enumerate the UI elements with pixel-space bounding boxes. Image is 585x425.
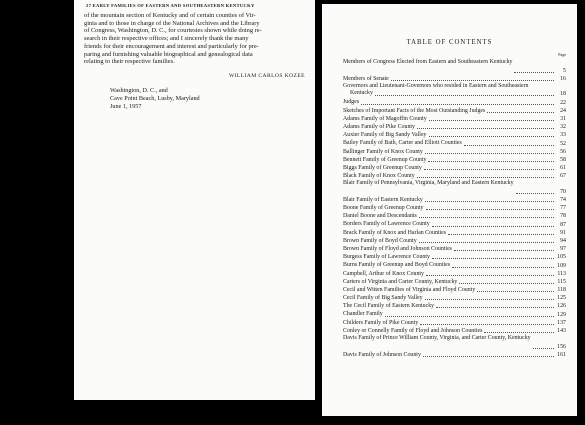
toc-entry	[343, 237, 566, 245]
toc-entry-page: 115	[557, 278, 566, 285]
toc-entry-title: Blair Family of Eastern Kentucky	[343, 196, 423, 203]
toc-leader-dots	[514, 72, 554, 73]
toc-entry	[343, 319, 566, 327]
toc-entry	[343, 245, 566, 253]
toc-entry-page: 129	[557, 311, 566, 318]
toc-entry-title: Adams Family of Pike County	[343, 123, 415, 130]
toc-entry	[343, 107, 566, 115]
toc-entry-page: 16	[560, 75, 566, 82]
toc-entry-title: Davis Family of Johnson County	[343, 351, 421, 358]
toc-entry-title: Black Family of Knox County	[343, 173, 415, 180]
toc-entry	[343, 59, 566, 75]
toc-entry	[343, 83, 566, 99]
paragraph-line: relating to their respective families.	[84, 58, 175, 66]
toc-entry	[343, 148, 566, 156]
toc-entry-page: 18	[560, 91, 566, 98]
toc-entry-title: Borders Family of Lawrence County	[343, 221, 430, 228]
toc-entry	[343, 156, 566, 164]
toc-entry-title: Daniel Boone and Descendants	[343, 213, 417, 220]
preface-date: June 1, 1957	[110, 103, 142, 110]
toc-entry-title: Bailey Family of Bath, Carter and Elliott Counties	[343, 140, 462, 147]
toc-entry-title: Conley or Connelly Family of Floyd and Johnson Counties	[343, 327, 483, 334]
toc-entry-title: Brown Family of Boyd County	[343, 237, 417, 244]
toc-entry-title: Members of Congress Elected from Eastern and Southeastern Kentucky	[343, 59, 513, 65]
toc-entry	[343, 229, 566, 237]
toc-entry-page: 118	[557, 287, 566, 294]
toc-entry-title: Burns Family of Greenup and Boyd Counties	[343, 262, 451, 269]
toc-entry-title: Governors and Lieutenant-Governors who resided in Eastern and Southeastern Kentucky	[343, 82, 529, 97]
paragraph-line: of the mountain section of Kentucky and of certain counties of Vir-	[84, 12, 256, 19]
toc-entry-page: 143	[557, 328, 566, 335]
toc-entry	[343, 75, 566, 83]
toc-leader-dots	[516, 193, 554, 194]
toc-entry	[343, 98, 566, 106]
toc-entry-page: 58	[560, 156, 566, 163]
toc-entry-page: 70	[560, 188, 566, 195]
toc-entry-title: Carters of Virginia and Carter County, Kentucky	[343, 278, 458, 285]
toc-title: TABLE OF CONTENTS	[406, 39, 493, 46]
toc-entry	[343, 164, 566, 172]
toc-leader-dots	[533, 348, 554, 349]
left-book-page	[74, 0, 315, 400]
running-header: 27 EARLY FAMILIES OF EASTERN AND SOUTHEASTERN KENTUCKY	[86, 3, 255, 8]
toc-entry-page: 94	[560, 237, 566, 244]
toc-entry	[343, 278, 566, 286]
toc-entry	[343, 115, 566, 123]
toc-entry-title: Sketches of Important Facts of the Most Outstanding Judges	[343, 107, 486, 114]
toc-entry	[343, 253, 566, 261]
toc-entry-title: Brack Family of Knox and Harlan Counties	[343, 229, 447, 236]
toc-entry	[343, 204, 566, 212]
toc-entry-title: Judges	[343, 99, 360, 106]
toc-entry-page: 5	[563, 67, 566, 74]
toc-entry-page: 52	[560, 140, 566, 147]
toc-entry-page: 74	[560, 197, 566, 204]
toc-entry	[343, 261, 566, 269]
toc-entry-title: Blair Family of Pennsylvania, Virginia, Maryland and Eastern Kentucky	[343, 180, 514, 187]
toc-entry	[343, 335, 566, 351]
author-signature: WILLIAM CARLOS KOZEE	[228, 73, 305, 79]
toc-entry-page: 67	[560, 173, 566, 180]
toc-entry-page: 33	[560, 132, 566, 139]
page-column-label: Page	[558, 52, 566, 57]
paragraph-line: of Congress, Washington, D. C., for courtesies shown while doing re-	[84, 27, 262, 35]
acknowledgement-paragraph	[84, 12, 306, 66]
toc-entry-page: 137	[557, 319, 566, 326]
address-line: Washington, D. C., and	[110, 87, 168, 94]
toc-entry	[343, 286, 566, 294]
toc-entry-page: 126	[557, 303, 566, 310]
toc-entry-page: 77	[560, 205, 566, 212]
toc-entry-page: 22	[560, 99, 566, 106]
toc-list	[343, 59, 566, 359]
toc-entry-title: Auxier Family of Big Sandy Valley	[343, 132, 427, 139]
toc-entry	[343, 131, 566, 139]
paragraph-line: friends for their encouragement and interest and particularly for pre-	[84, 42, 259, 50]
toc-entry-page: 61	[560, 165, 566, 172]
toc-entry-title: Adams Family of Magoffin County	[343, 115, 427, 122]
toc-entry	[343, 294, 566, 302]
toc-entry-title: Childers Family of Pike County	[343, 319, 419, 326]
toc-entry-title: The Cecil Family of Eastern Kentucky	[343, 303, 435, 310]
toc-entry	[343, 351, 566, 359]
toc-entry	[343, 139, 566, 147]
toc-entry	[343, 327, 566, 335]
paragraph-line: paring and furnishing valuable biographical and genealogical data	[84, 50, 253, 58]
toc-entry-title: Biggs Family of Greenup County	[343, 164, 422, 171]
toc-entry-page: 161	[557, 351, 566, 358]
toc-entry-page: 32	[560, 124, 566, 131]
toc-entry-page: 78	[560, 213, 566, 220]
toc-entry-title: Cecil and Witten Families of Virginia and Floyd County	[343, 286, 476, 293]
toc-entry-page: 113	[557, 270, 566, 277]
toc-entry-page: 24	[560, 107, 566, 114]
right-book-page	[322, 4, 577, 416]
toc-entry-page: 97	[560, 246, 566, 253]
toc-entry-title: Boone Family of Greenup County	[343, 205, 424, 212]
toc-entry-title: Cecil Family of Big Sandy Valley	[343, 295, 423, 302]
toc-entry-page: 87	[560, 221, 566, 228]
toc-entry-title: Chandler Family	[343, 311, 383, 318]
address-line: Cave Point Beach, Lusby, Maryland	[110, 94, 200, 102]
toc-entry-title: Burgess Family of Lawrence County	[343, 254, 430, 261]
toc-entry	[343, 270, 566, 278]
toc-entry-page: 91	[560, 229, 566, 236]
paragraph-line: search in their respective offices; and I sincerely thank the many	[84, 35, 249, 43]
toc-entry	[343, 212, 566, 220]
toc-entry-page: 105	[557, 254, 566, 261]
toc-entry-page: 125	[557, 295, 566, 302]
paragraph-line: ginia and to those in charge of the National Archives and the Library	[84, 19, 260, 27]
toc-entry-page: 109	[557, 262, 566, 269]
toc-entry	[343, 196, 566, 204]
toc-entry-title: Brown Family of Floyd and Johnson Counties	[343, 245, 452, 252]
toc-entry	[343, 310, 566, 318]
toc-entry	[343, 180, 566, 196]
author-address	[110, 87, 200, 102]
toc-entry-title: Bennett Family of Greenup County	[343, 156, 427, 163]
toc-entry-title: Ballinger Family of Knox County	[343, 148, 423, 155]
toc-entry-title: Davis Family of Prince William County, Virginia, and Carter County, Kentucky	[343, 335, 531, 342]
toc-entry	[343, 220, 566, 228]
toc-entry	[343, 302, 566, 310]
toc-entry-page: 56	[560, 148, 566, 155]
toc-entry-page: 156	[557, 343, 566, 350]
toc-entry-title: Members of Senate	[343, 75, 389, 82]
toc-entry-title: Campbell, Arthur of Knox County	[343, 270, 424, 277]
toc-entry	[343, 123, 566, 131]
toc-entry-page: 31	[560, 115, 566, 122]
